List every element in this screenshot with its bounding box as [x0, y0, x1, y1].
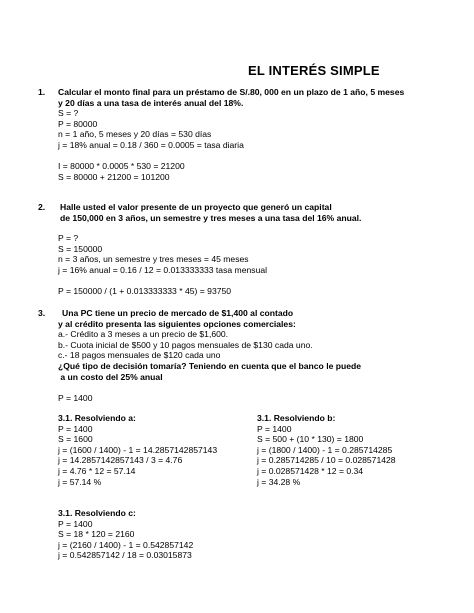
solution-line: j = 34.28 %: [257, 476, 301, 487]
problem-1-solution: [58, 108, 244, 182]
statement-line: Una PC tiene un precio de mercado de $1,400 al contado: [62, 308, 294, 318]
statement-line: y 20 días a una tasa de interés anual del 18%.: [58, 97, 244, 108]
solve-c-section: [58, 508, 193, 561]
solution-line: j = 16% anual = 0.16 / 12 = 0.013333333 tasa mensual: [58, 264, 268, 275]
problem-2-solution: [58, 233, 267, 297]
option-line: b.- Cuota inicial de $500 y 10 pagos mensuales de $130 cada uno.: [58, 339, 313, 350]
solve-c-heading: 3.1. Resolviendo c:: [58, 508, 136, 518]
solution-line: j = (1800 / 1400) - 1 = 0.285714285: [257, 444, 393, 455]
solution-line: j = 4.76 * 12 = 57.14: [58, 465, 136, 476]
price-line: P = 1400: [58, 392, 93, 403]
problem-2-number: 2.: [38, 202, 46, 212]
solution-line: j = 0.028571428 * 12 = 0.34: [257, 465, 364, 476]
solution-line: P = 150000 / (1 + 0.013333333 * 45) = 93750: [58, 285, 232, 296]
problem-2-statement: [60, 202, 361, 223]
page-title: EL INTERÉS SIMPLE: [248, 63, 380, 78]
solve-a-section: [58, 413, 217, 487]
solution-line: j = 57.14 %: [58, 476, 102, 487]
solution-line: j = (1600 / 1400) - 1 = 14.2857142857143: [58, 444, 218, 455]
solution-line: S = 80000 + 21200 = 101200: [58, 171, 170, 182]
solution-line: S = 18 * 120 = 2160: [58, 529, 135, 540]
solution-line: P = 1400: [257, 423, 292, 434]
solution-line: n = 1 año, 5 meses y 20 días = 530 días: [58, 129, 212, 140]
solution-line: S = 150000: [58, 243, 103, 254]
solution-line: P = 1400: [58, 423, 93, 434]
solution-line: S = ?: [58, 108, 79, 118]
solution-line: j = 18% anual = 0.18 / 360 = 0.0005 = tasa diaria: [58, 139, 244, 150]
problem-3-number: 3.: [38, 308, 46, 318]
problem-1-statement: [58, 87, 404, 108]
option-line: c.- 18 pagos mensuales de $120 cada uno: [58, 350, 221, 361]
question-line: a un costo del 25% anual: [58, 371, 163, 382]
solution-line: S = 1600: [58, 434, 93, 445]
solution-line: P = 80000: [58, 118, 98, 129]
statement-line: y al crédito presenta las siguientes opciones comerciales:: [58, 318, 296, 329]
option-line: a.- Crédito a 3 meses a un precio de $1,600.: [58, 329, 229, 340]
solution-line: P = 1400: [58, 518, 93, 529]
solution-line: P = ?: [58, 233, 79, 243]
solution-line: n = 3 años, un semestre y tres meses = 45 meses: [58, 254, 249, 265]
solve-b-section: [257, 413, 396, 487]
solution-line: j = 0.285714285 / 10 = 0.028571428: [257, 455, 396, 466]
solve-b-heading: 3.1. Resolviendo b:: [257, 413, 336, 423]
problem-1-number: 1.: [38, 87, 46, 97]
solution-line: j = 0.542857142 / 18 = 0.03015873: [58, 550, 192, 561]
statement-line: Calcular el monto final para un préstamo de S/.80, 000 en un plazo de 1 año, 5 meses: [58, 87, 405, 97]
statement-line: de 150,000 en 3 años, un semestre y tres meses a una tasa del 16% anual.: [60, 212, 362, 223]
statement-line: Halle usted el valor presente de un proyecto que generó un capital: [60, 202, 332, 212]
problem-3-statement: [58, 308, 361, 403]
solution-line: I = 80000 * 0.0005 * 530 = 21200: [58, 160, 185, 171]
solve-a-heading: 3.1. Resolviendo a:: [58, 413, 136, 423]
solution-line: j = 14.2857142857143 / 3 = 4.76: [58, 455, 183, 466]
question-line: ¿Qué tipo de decisión tomaría? Teniendo en cuenta que el banco le puede: [58, 360, 362, 371]
solution-line: j = (2160 / 1400) - 1 = 0.542857142: [58, 539, 194, 550]
solution-line: S = 500 + (10 * 130) = 1800: [257, 434, 364, 445]
